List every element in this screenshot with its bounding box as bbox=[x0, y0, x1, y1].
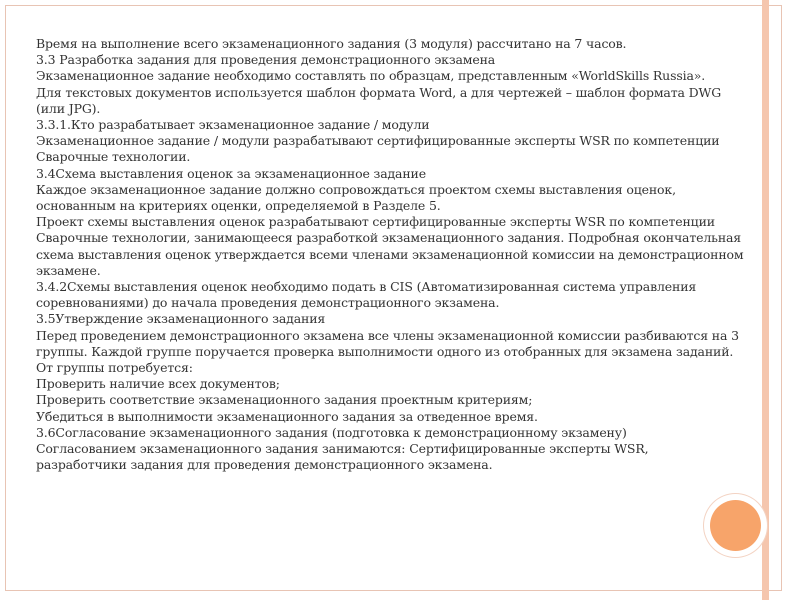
list-item: Проверить наличие всех документов; bbox=[36, 376, 280, 392]
section-heading: 3.3 Разработка задания для проведения демонстрационного экзамена bbox=[36, 52, 496, 68]
text-line: Для текстовых документов используется шаблон формата Word, а для чертежей – шаблон формата DWG bbox=[36, 84, 722, 100]
text-line: Экзаменационное задание необходимо составлять по образцам, представленным «WorldSkills Russia». bbox=[36, 68, 706, 84]
text-line: Экзаменационное задание / модули разрабатывают сертифицированные эксперты WSR по компетенции bbox=[36, 133, 720, 149]
text-line: основанным на критериях оценки, определяемой в Разделе 5. bbox=[36, 198, 441, 214]
text-line: соревнованиями) до начала проведения демонстрационного экзамена. bbox=[36, 295, 500, 311]
text-line: группы. Каждой группе поручается проверка выполнимости одного из отобранных для экзамена заданий. bbox=[36, 343, 734, 359]
section-heading: 3.6Согласование экзаменационного задания (подготовка к демонстрационному экзамену) bbox=[36, 424, 627, 440]
text-line: (или JPG). bbox=[36, 100, 101, 116]
list-item: Убедиться в выполнимости экзаменационного задания за отведенное время. bbox=[36, 408, 538, 424]
document-body bbox=[36, 36, 756, 473]
section-heading: 3.4Схема выставления оценок за экзаменационное задание bbox=[36, 165, 426, 181]
decorative-side-bar bbox=[762, 0, 769, 600]
text-line: Сварочные технологии, занимающееся разработкой экзаменационного задания. Подробная окончательная bbox=[36, 230, 742, 246]
section-heading: 3.3.1.Кто разрабатывает экзаменационное задание / модули bbox=[36, 117, 430, 133]
text-line: экзамене. bbox=[36, 262, 101, 278]
text-line: Перед проведением демонстрационного экзамена все члены экзаменационной комиссии разбиваются на 3 bbox=[36, 327, 739, 343]
decorative-circle bbox=[710, 500, 761, 551]
text-line: Время на выполнение всего экзаменационного задания (3 модуля) рассчитано на 7 часов. bbox=[36, 36, 627, 51]
text-line: Согласованием экзаменационного задания занимаются: Сертифицированные эксперты WSR, bbox=[36, 441, 649, 457]
section-heading: 3.5Утверждение экзаменационного задания bbox=[36, 311, 326, 327]
section-heading: 3.4.2Схемы выставления оценок необходимо подать в CIS (Автоматизированная система управления bbox=[36, 279, 697, 295]
text-line: От группы потребуется: bbox=[36, 360, 193, 376]
text-line: Сварочные технологии. bbox=[36, 149, 191, 165]
text-line: Проект схемы выставления оценок разрабатывают сертифицированные эксперты WSR по компетенции bbox=[36, 214, 715, 230]
text-line: Каждое экзаменационное задание должно сопровождаться проектом схемы выставления оценок, bbox=[36, 181, 676, 197]
text-line: схема выставления оценок утверждается всеми членами экзаменационной комиссии на демонстрационном bbox=[36, 246, 744, 262]
list-item: Проверить соответствие экзаменационного задания проектным критериям; bbox=[36, 392, 533, 408]
text-line: разработчики задания для проведения демонстрационного экзамена. bbox=[36, 457, 493, 473]
